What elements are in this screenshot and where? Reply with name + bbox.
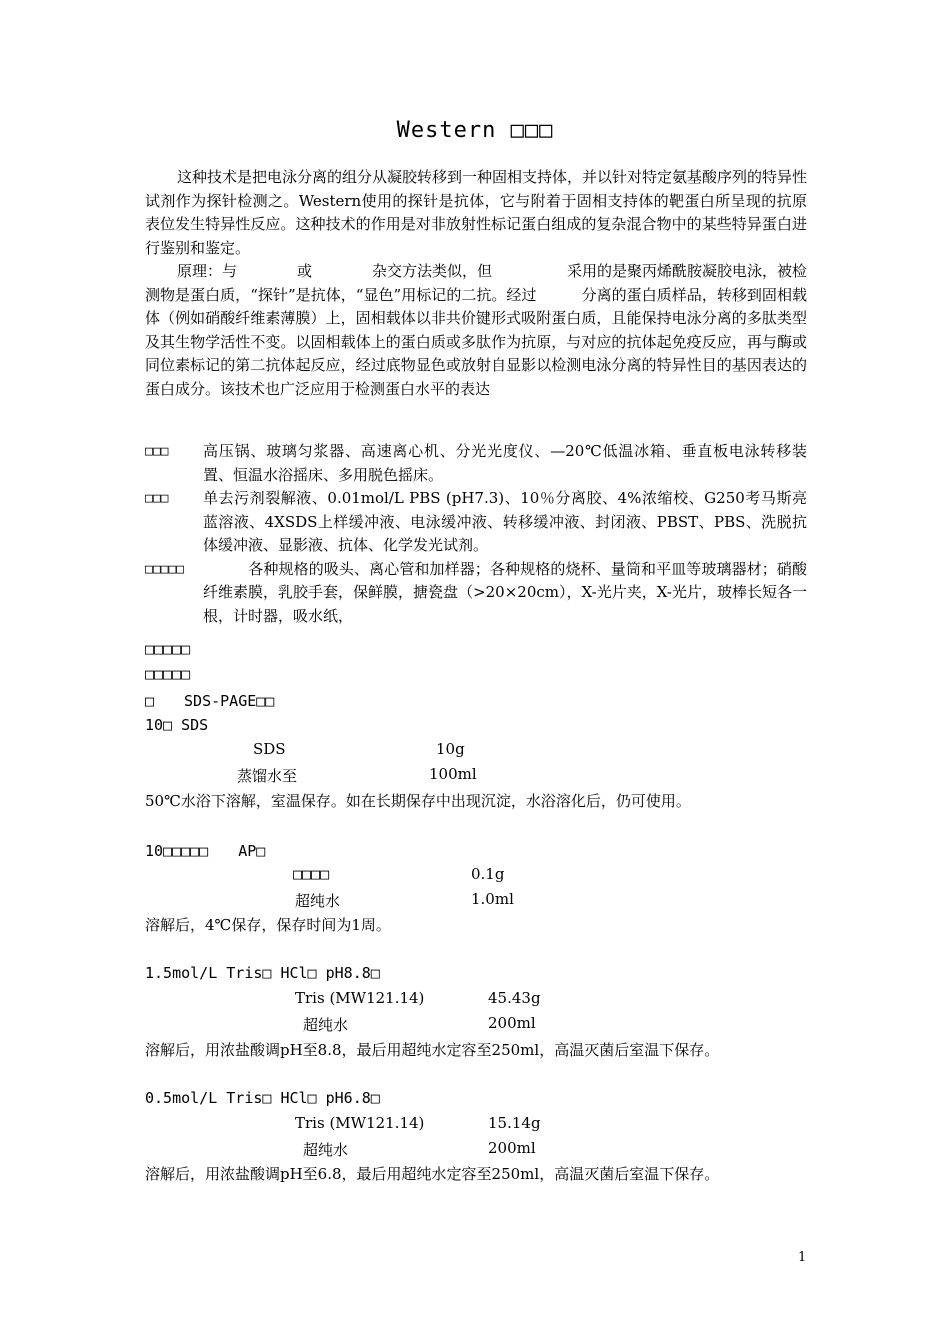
reagent-item-value: 0.1g [471, 865, 505, 883]
principle-text: 原理：与 或 杂交方法类似，但 采用的是聚丙烯酰胺凝胶电泳，被检测物是蛋白质，“探针”是抗体，“显色”用标记的二抗。经过 分离的蛋白质样品，转移到固相载体（例如硝酸纤维素薄膜）上，固相载体以非共价键形式吸附蛋白质，且能保持电泳分离的多肽类型及其生物学活性不变。以固相载体上的蛋白质或多肽作为抗原，与对应的抗体起免疫反应，再与酶或同位素标记的第二抗体起反应，经过底物显色或放射自显影以检测电泳分离的特异性目的基因表达的蛋白成分。该技术也广泛应用于检测蛋白水平的表达 [145, 262, 808, 398]
reagent-item-key: Tris (MW121.14) [295, 1114, 425, 1132]
reagent-note: 50℃水浴下溶解，室温保存。如在长期保存中出现沉淀，水浴溶化后，仍可使用。 [145, 792, 691, 810]
reagent-item-key: SDS [253, 740, 286, 758]
reagent-item-value: 10g [436, 740, 465, 758]
section-label: □□□□□ [145, 561, 185, 577]
reagent-item-value: 45.43g [488, 989, 541, 1007]
section-heading: □□□□□ [145, 665, 191, 683]
reagent-item-key: 蒸馏水至 [237, 767, 298, 785]
reagent-item-value: 1.0ml [471, 890, 514, 908]
equipment-row [145, 440, 807, 487]
reagent-name: 0.5mol/L Tris□ HCl□ pH6.8□ [145, 1089, 380, 1107]
consumables-row [145, 558, 807, 629]
section-label: □□□ [145, 491, 169, 506]
reagent-item-value: 100ml [429, 765, 477, 783]
section-text: 高压锅、玻璃匀浆器、高速离心机、分光光度仪、—20℃低温冰箱、垂直板电泳转移装置、恒温水浴摇床、多用脱色摇床。 [203, 442, 807, 484]
section-heading: □ SDS-PAGE□□ [145, 692, 275, 710]
document-title: Western □□□ [396, 118, 554, 143]
reagent-note: 溶解后，用浓盐酸调pH至6.8，最后用超纯水定容至250ml，高温灭菌后室温下保存。 [145, 1165, 720, 1183]
reagent-note: 溶解后，4℃保存，保存时间为1周。 [145, 916, 391, 934]
section-text: 单去污剂裂解液、0.01mol/L PBS (pH7.3)、10％分离胶、4%浓缩校、G250考马斯亮蓝溶液、4XSDS上样缓冲液、电泳缓冲液、转移缓冲液、封闭液、PBST、PBS、洗脱抗体缓冲液、显影液、抗体、化学发光试剂。 [203, 489, 807, 554]
reagent-name: 10□ SDS [145, 716, 209, 734]
reagent-item-value: 200ml [488, 1139, 536, 1157]
reagent-item-key: 超纯水 [303, 1141, 349, 1159]
section-heading: □□□□□ [145, 640, 191, 658]
intro-text: 这种技术是把电泳分离的组分从凝胶转移到一种固相支持体，并以针对特定氨基酸序列的特异性试剂作为探针检测之。Western使用的探针是抗体，它与附着于固相支持体的靶蛋白所呈现的抗原表位发生特异性反应。这种技术的作用是对非放射性标记蛋白组成的复杂混合物中的某些特异蛋白进行鉴别和鉴定。 [145, 168, 808, 257]
section-label: □□□ [145, 444, 169, 459]
reagent-item-key: Tris (MW121.14) [295, 989, 425, 1007]
reagent-item-value: 15.14g [488, 1114, 541, 1132]
reagent-name: 10□□□□□ AP□ [145, 842, 266, 860]
reagent-item-key: □□□□ [293, 865, 330, 883]
reagents-row [145, 487, 807, 558]
reagent-item-key: 超纯水 [295, 892, 341, 910]
reagent-item-value: 200ml [488, 1014, 536, 1032]
intro-paragraph [145, 166, 807, 401]
reagent-item-key: 超纯水 [303, 1016, 349, 1034]
page-number: 1 [798, 1250, 807, 1265]
reagent-name: 1.5mol/L Tris□ HCl□ pH8.8□ [145, 964, 380, 982]
reagent-note: 溶解后，用浓盐酸调pH至8.8，最后用超纯水定容至250ml，高温灭菌后室温下保存。 [145, 1041, 720, 1059]
section-text: 各种规格的吸头、离心管和加样器；各种规格的烧杯、量筒和平皿等玻璃器材；硝酸纤维素膜，乳胶手套，保鲜膜，搪瓷盘（>20×20cm），X-光片夹，X-光片，玻棒长短各一根，计时器，吸水纸， [203, 559, 807, 625]
materials-list [145, 440, 807, 628]
